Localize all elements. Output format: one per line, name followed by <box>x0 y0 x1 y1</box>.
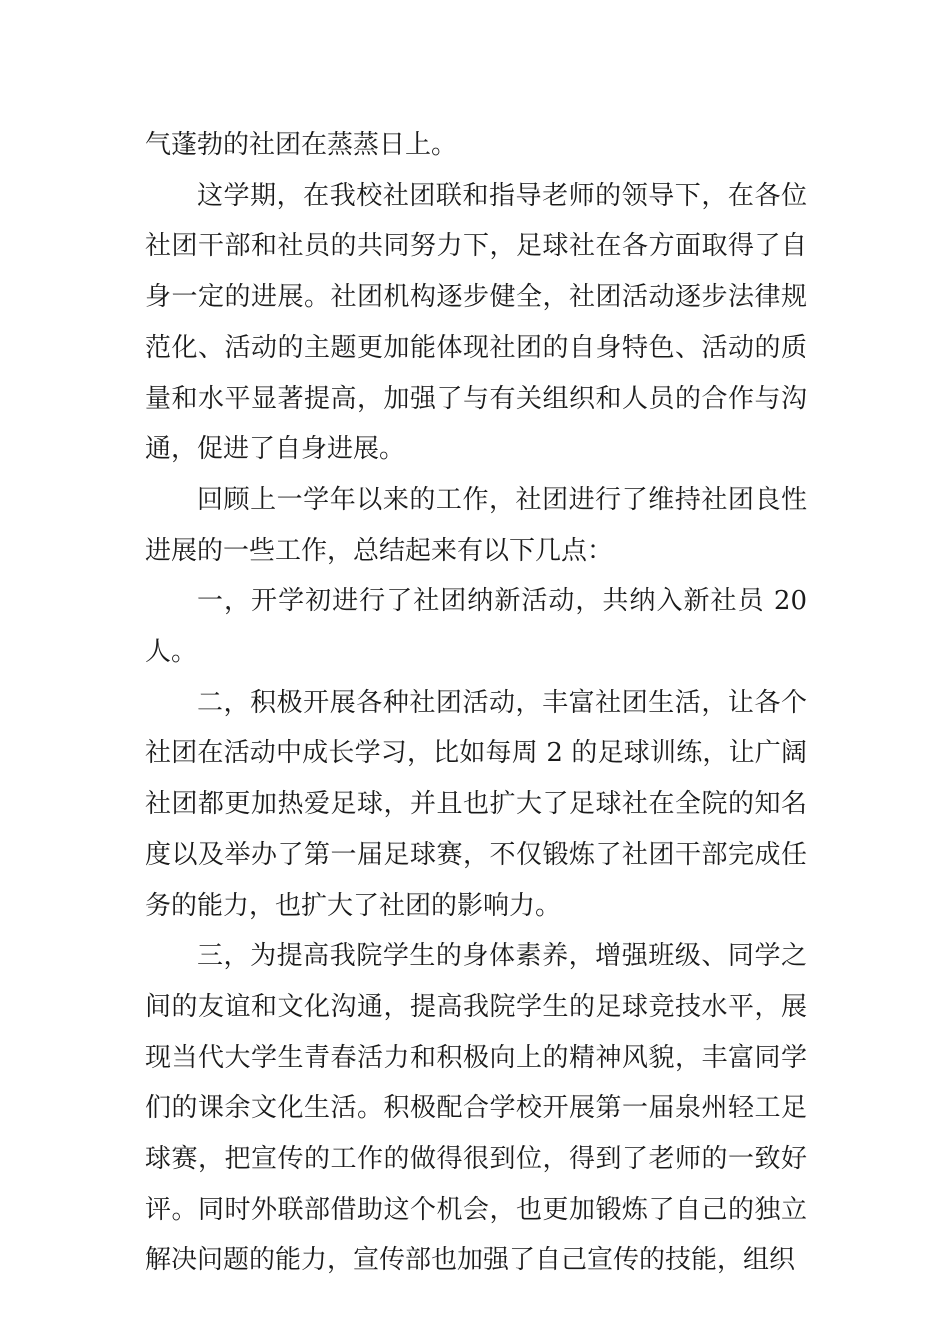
paragraph-point-one: 一，开学初进行了社团纳新活动，共纳入新社员 20 人。 <box>145 586 807 668</box>
paragraph-semester-summary: 这学期，在我校社团联和指导老师的领导下，在各位社团干部和社员的共同努力下，足球社在各方面取得了自身一定的进展。社团机构逐步健全，社团活动逐步法律规范化、活动的主题更加能体现社团的自身特色、活动的质量和水平显著提高，加强了与有关组织和人员的合作与沟通，促进了自身进展。 <box>145 180 807 465</box>
paragraph-continuation: 气蓬勃的社团在蒸蒸日上。 <box>145 130 458 160</box>
document-page <box>145 120 807 1286</box>
paragraph-review-intro: 回顾上一学年以来的工作，社团进行了维持社团良性进展的一些工作，总结起来有以下几点： <box>145 484 807 566</box>
paragraph-point-three: 三，为提高我院学生的身体素养，增强班级、同学之间的友谊和文化沟通，提高我院学生的足球竞技水平，展现当代大学生青春活力和积极向上的精神风貌，丰富同学们的课余文化生活。积极配合学校开展第一届泉州轻工足球赛，把宣传的工作的做得很到位，得到了老师的一致好评。同时外联部借助这个机会，也更加锻炼了自己的独立解决问题的能力，宣传部也加强了自己宣传的技能，组织 <box>145 941 807 1276</box>
paragraph-point-two: 二，积极开展各种社团活动，丰富社团生活，让各个社团在活动中成长学习，比如每周 2 的足球训练，让广阔社团都更加热爱足球，并且也扩大了足球社在全院的知名度以及举办了第一届足球赛，不仅锻炼了社团干部完成任务的能力，也扩大了社团的影响力。 <box>145 687 807 921</box>
